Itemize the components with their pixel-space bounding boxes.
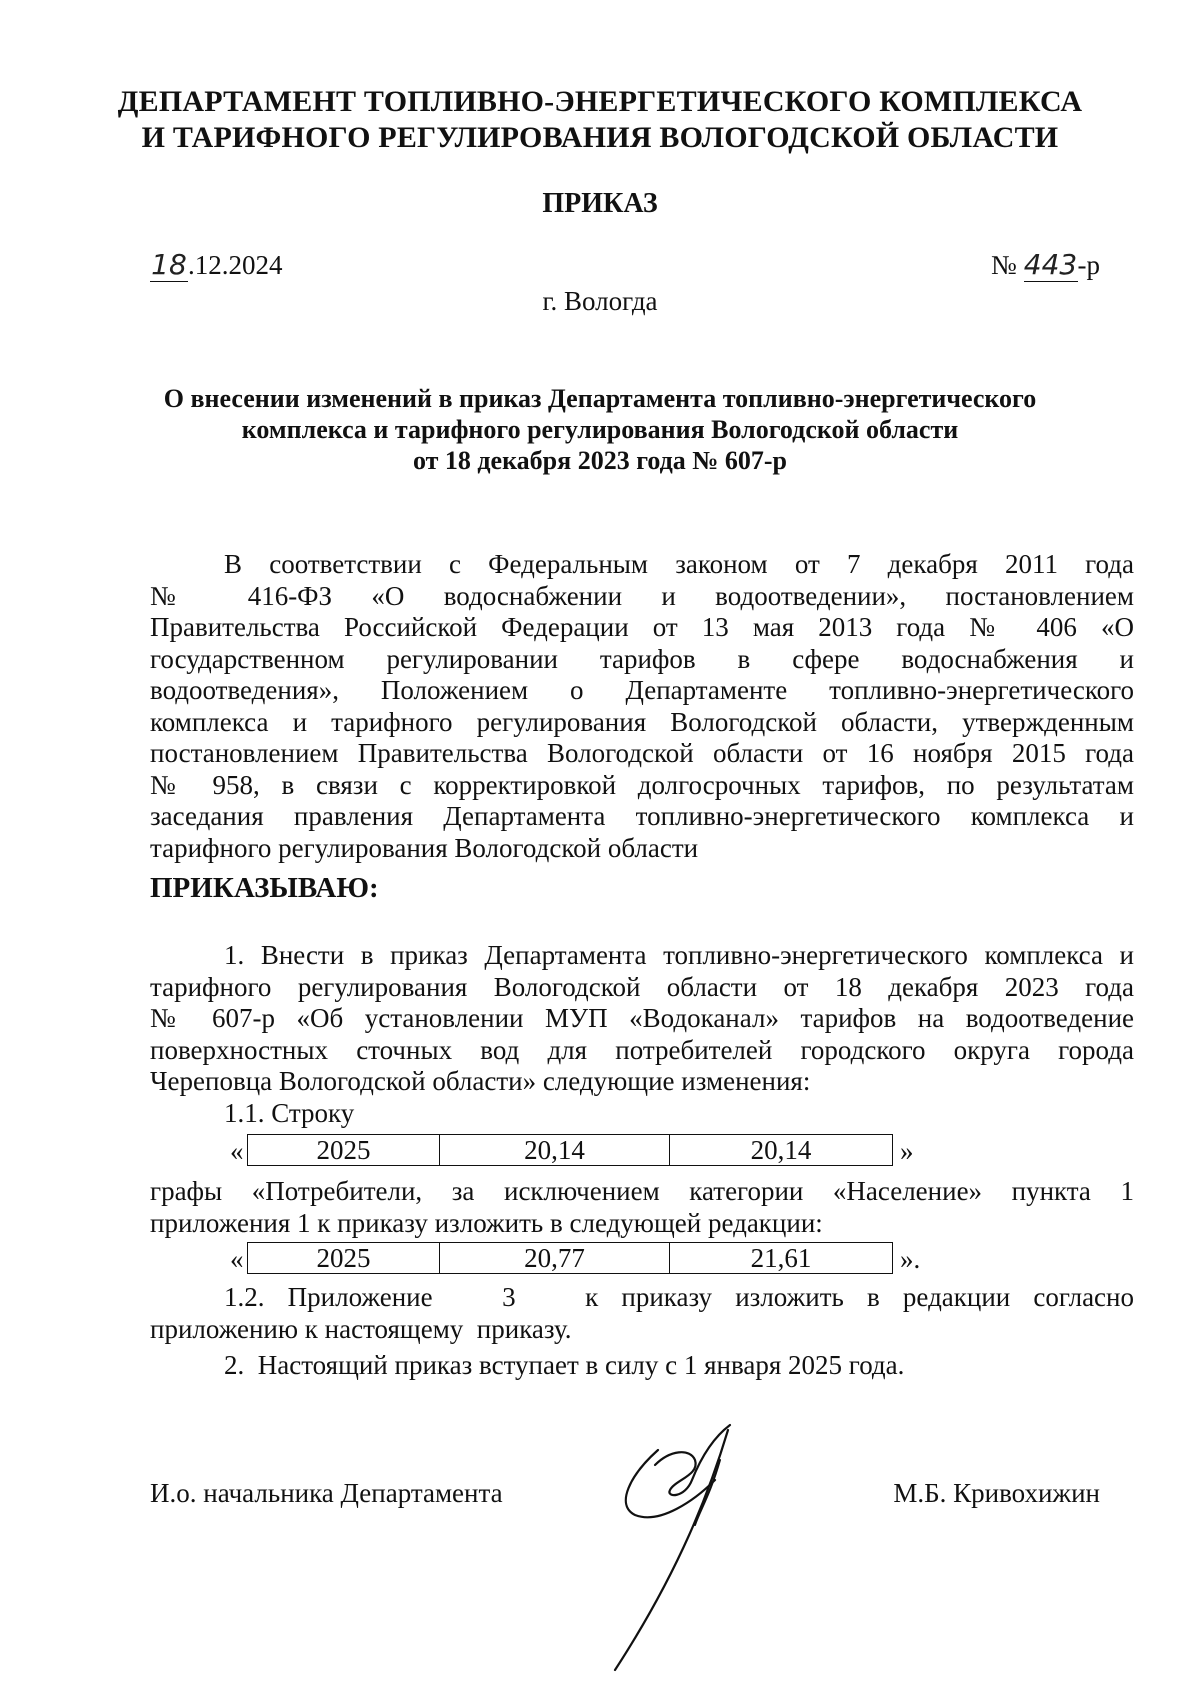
item-1-paragraph — [150, 940, 1134, 1098]
item-1-2-line-1: 1.2. Приложение 3 к приказу изложить в редакции согласно — [224, 1282, 1134, 1312]
document-type: ПРИКАЗ — [542, 188, 658, 219]
order-number-suffix: -р — [1077, 250, 1100, 280]
preamble-line-5: водоотведения», Положением о Департаменте топливно-энергетического — [150, 675, 1134, 705]
order-word: ПРИКАЗЫВАЮ: — [150, 872, 379, 904]
item-1-line-3: № 607-р «Об установлении МУП «Водоканал» тарифов на водоотведение — [150, 1003, 1134, 1033]
graphs-line-1: графы «Потребители, за исключением категории «Население» пункта 1 — [150, 1176, 1134, 1206]
preamble-line-4: государственном регулировании тарифов в сфере водоснабжения и — [150, 643, 1134, 674]
tariff-row-old — [247, 1134, 893, 1166]
preamble-line-8: № 958, в связи с корректировкой долгосрочных тарифов, по результатам — [150, 769, 1134, 800]
item-1-line-5: Череповца Вологодской области» следующие изменения: — [150, 1066, 811, 1096]
preamble-line-7: постановлением Правительства Вологодской области от 16 ноября 2015 года — [150, 738, 1134, 768]
department-name-line-1: ДЕПАРТАМЕНТ ТОПЛИВНО-ЭНЕРГЕТИЧЕСКОГО КОМПЛЕКСА — [117, 85, 1083, 118]
item-1-2-paragraph — [150, 1282, 1134, 1345]
tariff-new-value-2: 21,61 — [670, 1243, 893, 1274]
order-subject-line-1: О внесении изменений в приказ Департамента топливно-энергетического — [163, 384, 1037, 413]
tariff-old-value-1: 20,14 — [440, 1135, 670, 1166]
department-name — [0, 84, 1200, 156]
tariff-new-year: 2025 — [248, 1243, 440, 1274]
tariff-old-value-2: 20,14 — [670, 1135, 893, 1166]
item-1-line-2: тарифного регулирования Вологодской области от 18 декабря 2023 года — [150, 971, 1134, 1002]
order-date-rest: .12.2024 — [188, 250, 283, 280]
preamble-line-3: Правительства Российской Федерации от 13 мая 2013 года № 406 «О — [150, 612, 1134, 642]
quote-open-new: « — [230, 1244, 244, 1274]
quote-close-new: ». — [900, 1244, 921, 1274]
signatory-name: М.Б. Кривохижин — [893, 1478, 1100, 1508]
preamble-line-2: № 416-ФЗ «О водоснабжении и водоотведении», постановлением — [150, 580, 1134, 611]
order-date — [150, 248, 283, 282]
order-date-day: 18 — [151, 248, 187, 281]
graphs-paragraph — [150, 1176, 1134, 1239]
order-number-prefix: № — [990, 250, 1017, 280]
preamble-line-9: заседания правления Департамента топливно-энергетического комплекса и — [150, 801, 1134, 831]
preamble-line-1: В соответствии с Федеральным законом от 7 декабря 2011 года — [224, 549, 1134, 579]
order-number-value: 443 — [1023, 248, 1078, 281]
item-2: 2. Настоящий приказ вступает в силу с 1 января 2025 года. — [224, 1350, 905, 1380]
tariff-old-year: 2025 — [248, 1135, 440, 1166]
item-1-line-4: поверхностных сточных вод для потребителей городского округа города — [150, 1034, 1134, 1065]
signatory-position: И.о. начальника Департамента — [150, 1478, 503, 1508]
item-1-1-label: 1.1. Строку — [224, 1098, 355, 1128]
tariff-new-value-1: 20,77 — [440, 1243, 670, 1274]
handwritten-signature — [600, 1420, 760, 1680]
tariff-row-new — [247, 1242, 893, 1274]
department-name-line-2: И ТАРИФНОГО РЕГУЛИРОВАНИЯ ВОЛОГОДСКОЙ ОБЛАСТИ — [141, 121, 1059, 154]
preamble-paragraph — [150, 549, 1134, 864]
item-1-2-line-2: приложению к настоящему приказу. — [150, 1313, 572, 1344]
order-subject — [0, 383, 1200, 476]
preamble-line-6: комплекса и тарифного регулирования Вологодской области, утвержденным — [150, 706, 1134, 737]
quote-open-old: « — [230, 1136, 244, 1166]
order-subject-line-2: комплекса и тарифного регулирования Вологодской области — [241, 415, 959, 444]
order-subject-line-3: от 18 декабря 2023 года № 607-р — [412, 446, 788, 475]
preamble-line-10: тарифного регулирования Вологодской области — [150, 832, 699, 863]
order-number — [991, 248, 1100, 282]
graphs-line-2: приложения 1 к приказу изложить в следующей редакции: — [150, 1207, 823, 1238]
city: г. Вологда — [542, 286, 658, 316]
item-1-line-1: 1. Внести в приказ Департамента топливно-энергетического комплекса и — [224, 940, 1134, 970]
quote-close-old: » — [900, 1136, 914, 1166]
